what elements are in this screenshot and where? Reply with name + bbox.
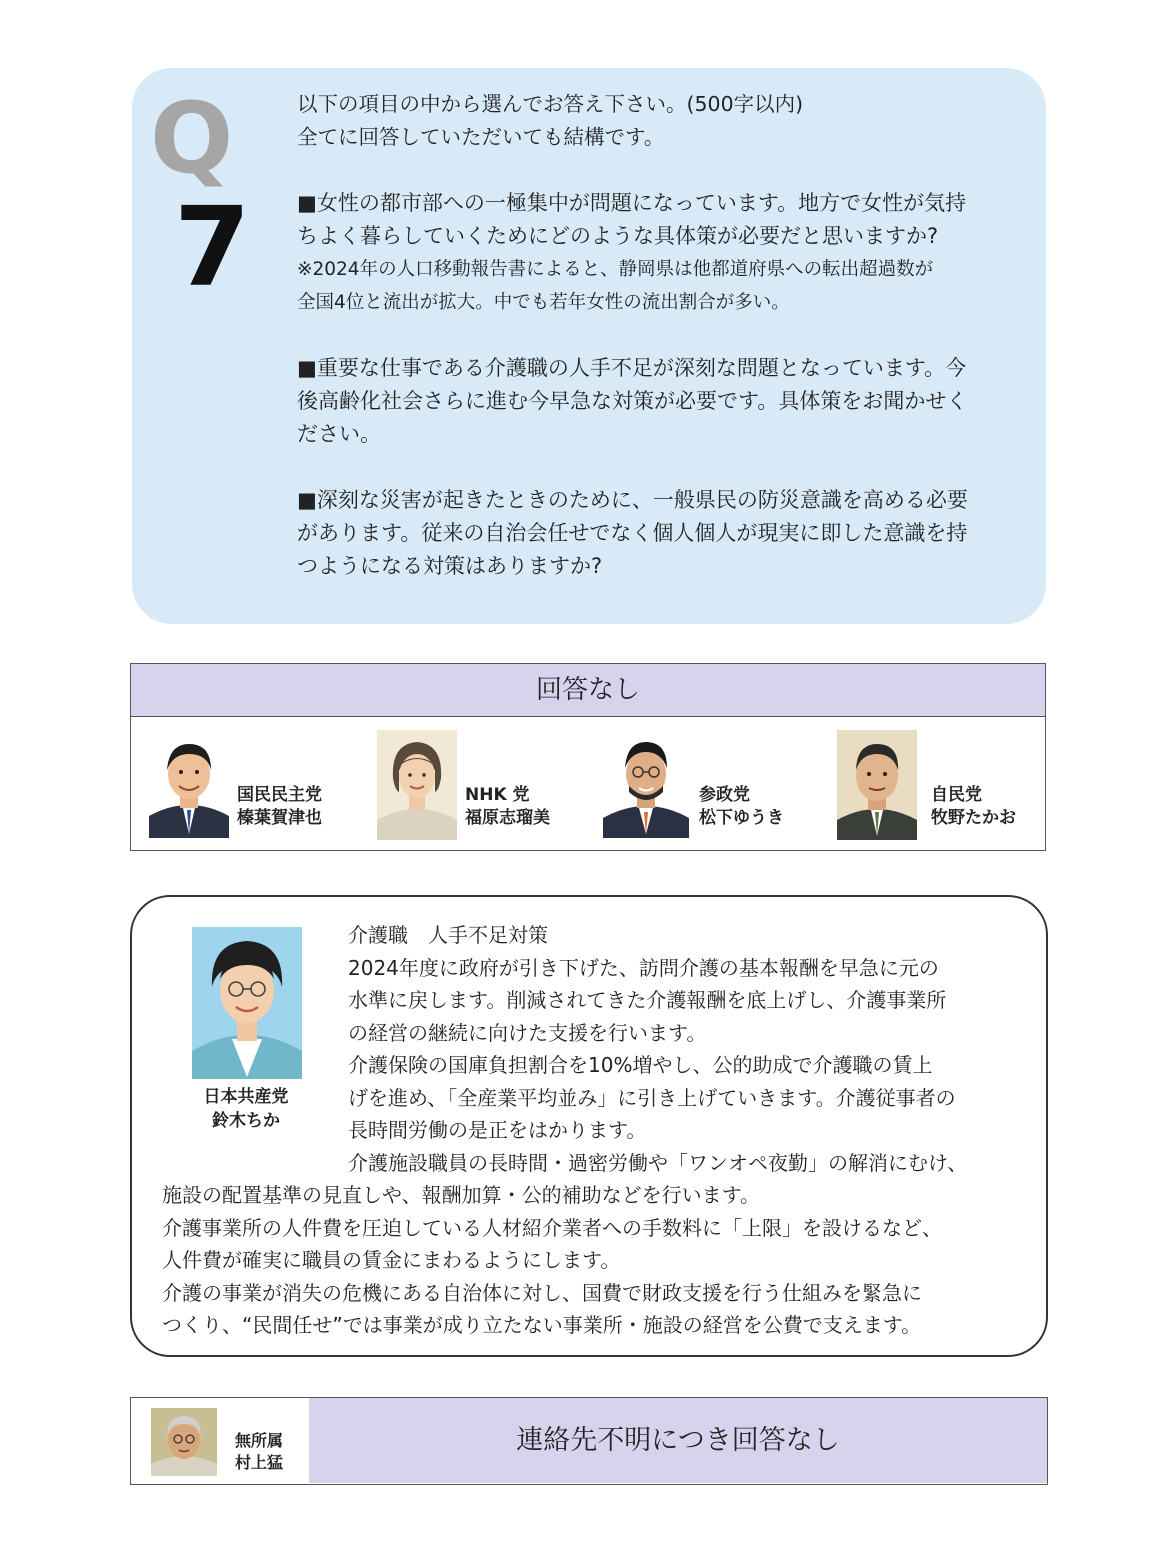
answer-line: つくり、“民間任せ”では事業が成り立たない事業所・施設の経営を公費で支えます。 (162, 1313, 922, 1337)
candidate-name: 牧野たかお (931, 808, 1016, 828)
no-answer-heading: 回答なし (131, 664, 1045, 717)
candidate-card (603, 730, 823, 842)
answer-text (162, 919, 1034, 1342)
candidate-names (465, 784, 550, 830)
candidate-party: 自民党 (931, 785, 982, 805)
candidate-name: 松下ゆうき (699, 808, 784, 828)
answer-line: 介護事業所の人件費を圧迫している人材紹介業者への手数料に「上限」を設けるなど、 (162, 1215, 942, 1240)
candidate-card (377, 730, 597, 842)
answer-line: 介護の事業が消失の危機にある自治体に対し、国費で財政支援を行う仕組みを緊急に (162, 1280, 922, 1305)
answer-line: 水準に戻します。削減されてきた介護報酬を底上げし、介護事業所 (348, 988, 947, 1012)
question-box (132, 68, 1046, 624)
answer-line: げを進め、「全産業平均並み」に引き上げていきます。介護従事者の (348, 1085, 956, 1110)
respondent-party: 日本共産党 (203, 1087, 289, 1107)
candidate-names (237, 784, 322, 830)
independent-names (235, 1430, 283, 1474)
answer-line: 介護保険の国庫負担割合を10%増やし、公的助成で介護職の賃上 (348, 1053, 933, 1077)
independent-name: 村上猛 (235, 1453, 284, 1472)
independent-portrait (151, 1408, 217, 1476)
item3-line: ■深刻な災害が起きたときのために、一般県民の防災意識を高める必要 (297, 488, 968, 512)
candidate-name: 福原志瑠美 (465, 808, 550, 828)
candidate-card (837, 730, 1037, 842)
candidate-party: 国民民主党 (237, 785, 322, 805)
candidate-party: 参政党 (699, 785, 750, 805)
answer-line: 人件費が確実に職員の賃金にまわるようにします。 (162, 1248, 621, 1272)
unreachable-panel (130, 1397, 1048, 1485)
item1-note: ※2024年の人口移動報告書によると、静岡県は他都道府県への転出超過数が (297, 259, 934, 280)
question-letter: Q (150, 82, 234, 196)
candidate-party: NHK 党 (465, 785, 530, 805)
candidate-card (149, 730, 369, 842)
respondent-name: 鈴木ちか (212, 1111, 280, 1131)
item2-line: 後高齢化社会さらに進む今早急な対策が必要です。具体策をお聞かせく (297, 389, 968, 413)
candidate-portrait (603, 730, 689, 838)
item2-line: ださい。 (297, 422, 381, 446)
independent-party: 無所属 (235, 1431, 284, 1450)
answer-box (130, 895, 1048, 1357)
item1-line: ■女性の都市部への一極集中が問題になっています。地方で女性が気持 (297, 191, 967, 215)
answer-line: 2024年度に政府が引き下げた、訪問介護の基本報酬を早急に元の (348, 955, 939, 980)
answer-line: 長時間労働の是正をはかります。 (348, 1118, 647, 1142)
candidate-portrait (837, 730, 917, 840)
candidate-portrait (149, 730, 229, 838)
item3-line: つようになる対策はありますか? (297, 554, 603, 578)
candidate-names (699, 784, 784, 830)
question-number: 7 (174, 183, 251, 311)
candidate-names (931, 784, 1016, 830)
item3-line: があります。従来の自治会任せでなく個人個人が現実に即した意識を持 (297, 521, 968, 545)
answer-line: 介護職 人手不足対策 (348, 923, 548, 947)
item2-line: ■重要な仕事である介護職の人手不足が深刻な問題となっています。今 (297, 356, 967, 380)
answer-line: 介護施設職員の長時間・過密労働や「ワンオペ夜勤」の解消にむけ、 (348, 1150, 968, 1175)
no-answer-panel (130, 663, 1046, 851)
unreachable-message: 連絡先不明につき回答なし (309, 1398, 1047, 1483)
answer-line: の経営の継続に向けた支援を行います。 (348, 1020, 707, 1045)
candidate-portrait (377, 730, 457, 840)
item1-line: ちよく暮らしていくためにどのような具体策が必要だと思いますか? (297, 224, 939, 248)
intro-line: 全てに回答していただいても結構です。 (297, 125, 665, 149)
answer-line: 施設の配置基準の見直しや、報酬加算・公的補助などを行います。 (162, 1183, 760, 1207)
candidate-name: 榛葉賀津也 (237, 808, 322, 828)
item1-note: 全国4位と流出が拡大。中でも若年女性の流出割合が多い。 (297, 292, 790, 313)
question-text (297, 88, 1037, 583)
intro-line: 以下の項目の中から選んでお答え下さい。(500字以内) (297, 92, 804, 116)
